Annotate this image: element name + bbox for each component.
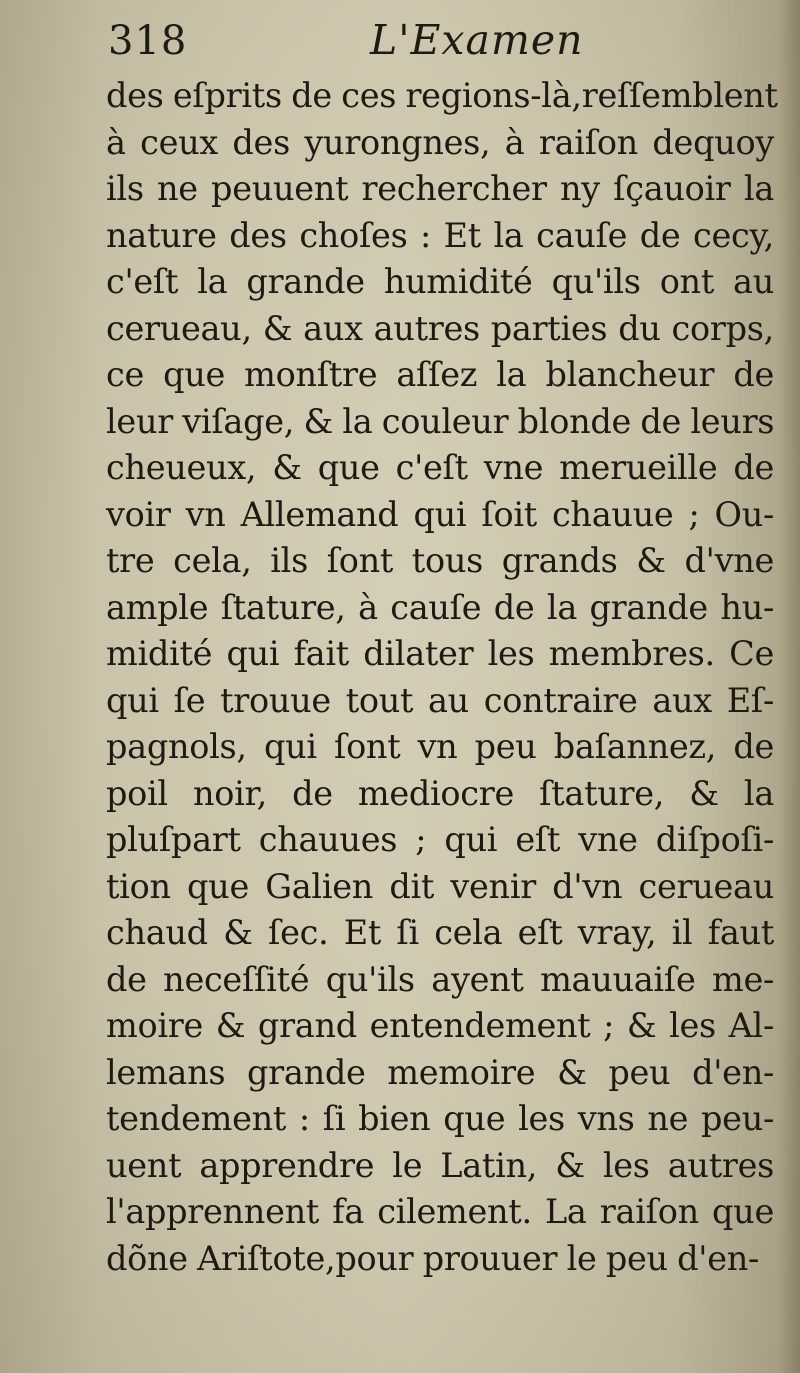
text-line: uent apprendre le Latin, & les autres	[106, 1145, 774, 1185]
text-line: des eſprits de ces regions-là,reſſemblent	[106, 76, 778, 115]
text-line: tendement : ſi bien que les vns ne peu-	[106, 1099, 774, 1138]
page-number: 318	[108, 18, 188, 64]
text-line: voir vn Allemand qui ſoit chauue ; Ou-	[106, 494, 774, 534]
text-line: tion que Galien dit venir d'vn cerueau	[106, 866, 774, 906]
text-line: poil noir, de mediocre ſtature, & la	[106, 773, 774, 813]
body-text	[106, 73, 778, 1282]
text-line: pluſpart chauues ; qui eſt vne diſpoſi-	[106, 820, 774, 859]
text-line: ils ne peuuent rechercher ny ſçauoir la	[106, 169, 774, 208]
text-line: lemans grande memoire & peu d'en-	[106, 1052, 774, 1092]
running-head	[108, 14, 768, 74]
text-line: tre cela, ils ſont tous grands & d'vne	[106, 541, 774, 580]
text-line: cheueux, & que c'eſt vne merueille de	[106, 448, 774, 487]
text-line: qui ſe trouue tout au contraire aux Eſ-	[106, 680, 774, 720]
text-line: c'eſt la grande humidité qu'ils ont au	[106, 262, 774, 301]
text-line: dõne Ariſtote,pour prouuer le peu d'en-	[106, 1238, 760, 1278]
text-line: cerueau, & aux autres parties du corps,	[106, 308, 774, 348]
text-line: ample ſtature, à cauſe de la grande hu-	[106, 587, 774, 627]
text-line: ce que monſtre aſſez la blancheur de	[106, 355, 774, 394]
text-line: à ceux des yurongnes, à raiſon dequoy	[106, 122, 774, 162]
text-line: nature des choſes : Et la cauſe de cecy,	[106, 215, 774, 255]
text-line: midité qui fait dilater les membres. Ce	[106, 634, 774, 673]
text-line: l'apprennent fa cilement. La raiſon que	[106, 1192, 774, 1231]
text-line: moire & grand entendement ; & les Al-	[106, 1006, 774, 1045]
text-line: pagnols, qui ſont vn peu baſannez, de	[106, 727, 774, 766]
text-line: de neceſſité qu'ils ayent mauuaiſe me-	[106, 959, 774, 999]
text-line: leur viſage, & la couleur blonde de leurs	[106, 401, 775, 441]
text-line: chaud & ſec. Et ſi cela eſt vray, il faut	[106, 913, 774, 952]
running-title: L'Examen	[370, 16, 584, 64]
